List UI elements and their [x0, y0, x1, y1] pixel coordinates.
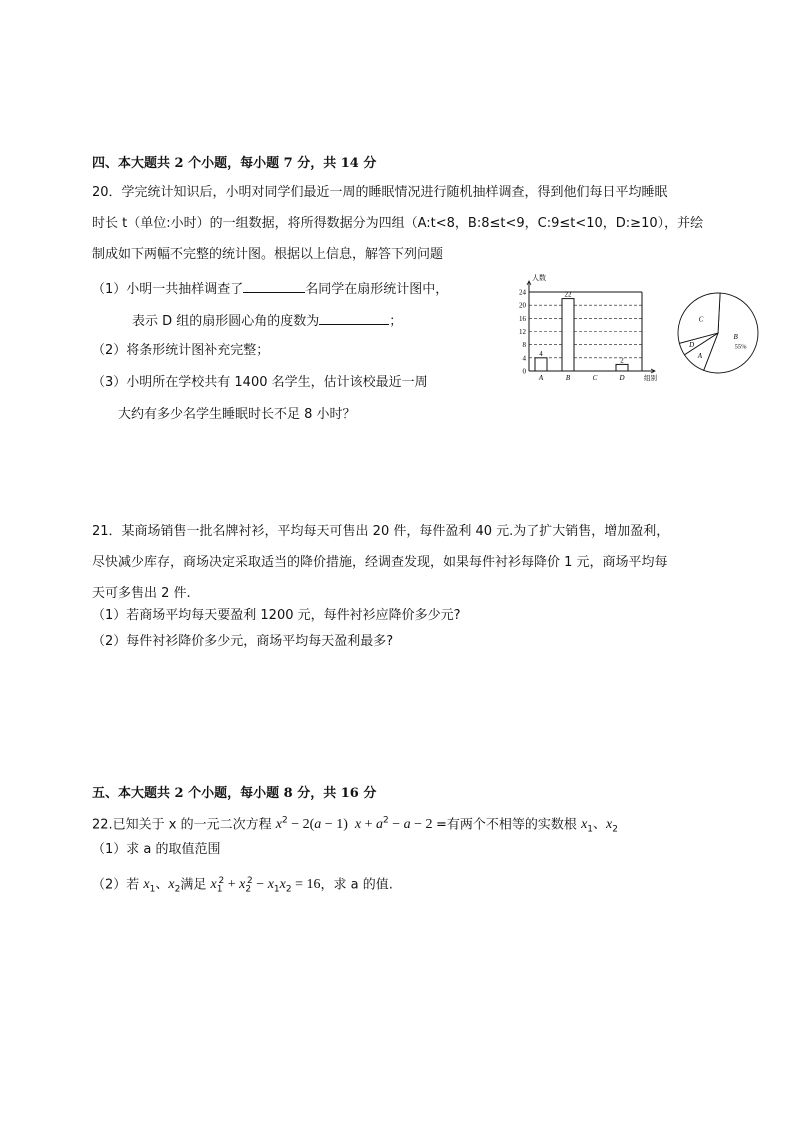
q20-part-1-text: （1）小明一共抽样调查了: [92, 282, 244, 297]
q22-intro: [92, 813, 618, 838]
x-tick-label: B: [565, 374, 571, 382]
y-tick-label: 12: [519, 328, 526, 336]
y-tick-label: 4: [522, 354, 526, 363]
q20-line-2: 时长 t（单位:小时）的一组数据，将所得数据分为四组（A:t<8，B:8≤t<9，C:9≤t<10，D:≥10），并绘: [92, 216, 704, 231]
bar-data-label: 2: [620, 356, 624, 365]
y-tick-label: 0: [522, 367, 526, 376]
q22-part-2-text-3: ，求 a 的值.: [320, 877, 393, 893]
x-tick-label: C: [592, 374, 598, 382]
q21-part-2: （2）每件衬衫降价多少元，商场平均每天盈利最多?: [92, 634, 394, 649]
pie-slice-percent: 55%: [734, 343, 747, 351]
q20-line-1: 20．学完统计知识后，小明对同学们最近一周的睡眠情况进行随机抽样调查，得到他们每日平均睡眠: [92, 185, 668, 200]
q20-part-1-text-2: 名同学在扇形统计图中，: [305, 282, 449, 297]
q21-line-1: 21．某商场销售一批名牌衬衫，平均每天可售出 20 件，每件盈利 40 元.为了扩大销售，增加盈利，: [92, 524, 670, 539]
y-tick-label: 16: [519, 314, 526, 323]
bar: [616, 364, 628, 371]
y-tick-label: 20: [519, 301, 526, 310]
q22-intro-text: 22.已知关于 x 的一元二次方程: [92, 817, 272, 833]
y-axis-label: 人数: [532, 274, 546, 282]
q22-part-1: （1）求 a 的取值范围: [92, 842, 221, 857]
q20-part-3-cont: 大约有多少名学生睡眠时长不足 8 小时？: [118, 407, 356, 422]
x-tick-label: A: [538, 374, 544, 382]
roots-symbols-2: $x_1$、$x_2$: [143, 877, 181, 895]
q20-part-1-text-3: 表示 D 组的扇形圆心角的度数为: [132, 314, 320, 329]
q21-line-2: 尽快减少库存，商场决定采取适当的降价措施，经调查发现，如果每件衬衫每降价 1 元，商场平均每: [92, 555, 668, 570]
section-4-title: 四、本大题共 2 个小题，每小题 7 分，共 14 分: [92, 156, 377, 171]
q20-part-1-cont: [132, 312, 402, 330]
answer-blank-angle[interactable]: [319, 312, 389, 325]
y-tick-label: 8: [522, 341, 526, 350]
q20-part-2: （2）将条形统计图补充完整；: [92, 343, 270, 358]
q20-part-1: [92, 280, 448, 298]
bar: [562, 299, 574, 371]
y-tick-label: 24: [519, 288, 526, 297]
x-axis-label: 组别: [644, 375, 657, 382]
q20-line-3: 制成如下两幅不完整的统计图。根据以上信息，解答下列问题: [92, 247, 444, 262]
pie-slice-label: B: [733, 333, 738, 342]
q21-line-3: 天可多售出 2 件.: [92, 586, 191, 601]
x-tick-label: D: [619, 374, 625, 382]
pie-slice-label: D: [689, 341, 695, 350]
bar-data-label: 22: [564, 290, 572, 299]
q22-part-2-text-2: 满足: [180, 877, 207, 893]
q21-part-1: （1）若商场平均每天要盈利 1200 元，每件衬衫应降价多少元?: [92, 608, 461, 623]
section-5-title: 五、本大题共 2 个小题，每小题 8 分，共 16 分: [92, 786, 377, 801]
answer-blank-count[interactable]: [243, 280, 305, 293]
q20-part-1-text-4: ；: [389, 314, 403, 329]
q22-eq-tail: =有两个不相等的实数根: [436, 817, 577, 833]
q22-part-2-text: （2）若: [92, 877, 140, 893]
condition-equation: $x_1^2 + x_2^2 - x_1x_2 = 16$: [210, 876, 321, 895]
q22-part-2: [92, 873, 393, 898]
q20-part-3: （3）小明所在学校共有 1400 名学生，估计该校最近一周: [92, 375, 428, 390]
pie-chart: [675, 290, 765, 380]
bar-chart: [505, 270, 665, 385]
pie-slice-label: A: [697, 351, 703, 360]
bar-data-label: 4: [539, 349, 543, 358]
quadratic-equation: $x^2 - 2(a - 1) x + a^2 - a - 2$: [275, 816, 437, 833]
pie-slice-label: C: [698, 315, 704, 324]
bar: [535, 358, 547, 371]
roots-symbols: $x_1$、$x_2$: [581, 817, 618, 835]
